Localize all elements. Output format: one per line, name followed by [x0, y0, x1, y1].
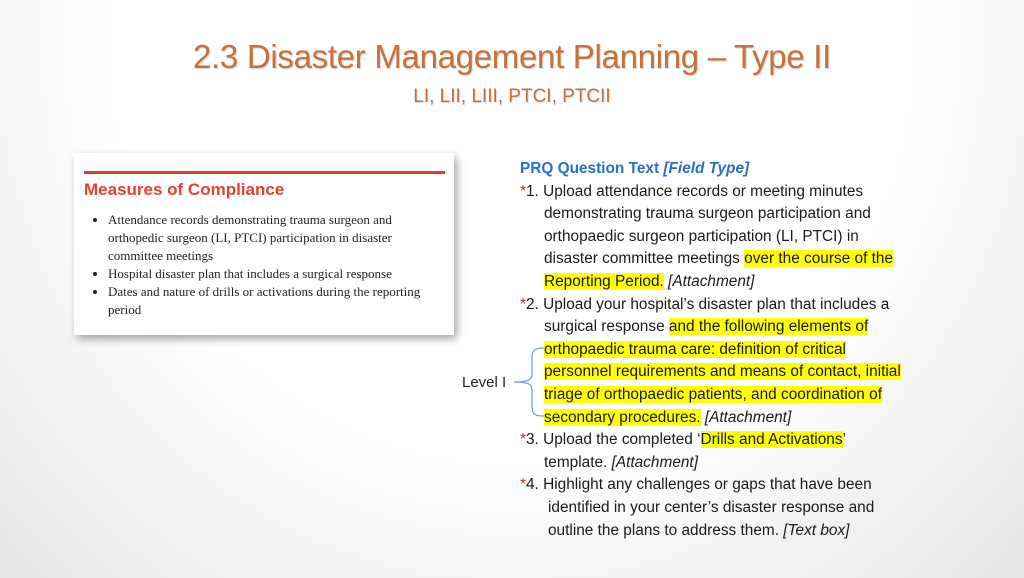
q4-line: 4. Highlight any challenges or gaps that have been	[526, 476, 872, 494]
q4-line	[520, 520, 950, 543]
q2-field-type: [Attachment]	[700, 408, 792, 426]
level-brace-icon	[512, 346, 546, 418]
q2-line	[520, 361, 950, 384]
q3-highlight: Drills and Activations	[700, 431, 843, 449]
q2-highlight: personnel requirements and means of contact, initial	[544, 363, 901, 381]
q2-text: surgical response	[544, 318, 669, 336]
q2-line	[520, 339, 950, 362]
slide-title: 2.3 Disaster Management Planning – Type II	[192, 38, 831, 75]
q3-text: template.	[544, 453, 608, 471]
compliance-item: • Hospital disaster plan that includes a surgical response	[108, 265, 448, 283]
required-star: *	[520, 476, 526, 494]
required-star: *	[520, 431, 526, 449]
prq-header-label: PRQ Question Text	[520, 160, 660, 177]
prq-question-text	[520, 158, 950, 542]
q1-field-type: [Attachment]	[663, 272, 755, 290]
prq-header	[520, 158, 950, 181]
q1-line: orthopaedic surgeon participation (LI, PTCI) in	[544, 227, 859, 245]
q3-text: 3. Upload the completed ‘	[526, 431, 701, 449]
q2-line	[520, 407, 950, 430]
q1-line	[520, 271, 950, 294]
question-4	[520, 474, 950, 497]
q2-highlight: secondary procedures.	[544, 408, 701, 426]
q3-line	[520, 452, 950, 475]
measures-of-compliance-card	[74, 153, 454, 335]
prq-header-field-type: [Field Type]	[663, 160, 750, 177]
q3-text: ’	[842, 431, 846, 449]
q1-highlight: over the course of the	[744, 250, 894, 268]
slide-subtitle: LI, LII, LIII, PTCI, PTCII	[413, 86, 611, 107]
q2-highlight: triage of orthopaedic patients, and coordination of	[544, 385, 882, 403]
q1-text: disaster committee meetings	[544, 250, 745, 268]
compliance-item: • Dates and nature of drills or activations during the reporting period	[108, 283, 448, 319]
level-label: Level I	[462, 374, 507, 391]
q2-line: 2. Upload your hospital’s disaster plan that includes a	[526, 295, 890, 313]
question-3	[520, 429, 950, 452]
q4-field-type: [Text box]	[779, 521, 850, 539]
question-2	[520, 294, 950, 317]
q2-line	[520, 384, 950, 407]
q3-field-type: [Attachment]	[607, 453, 698, 471]
q4-text: outline the plans to address them.	[548, 521, 780, 539]
q2-highlight: orthopaedic trauma care: definition of critical	[544, 340, 846, 358]
required-star: *	[520, 182, 526, 200]
required-star: *	[520, 295, 526, 313]
q4-line: identified in your center’s disaster response and	[548, 498, 875, 516]
compliance-heading: Measures of Compliance	[84, 180, 285, 199]
q1-line: 1. Upload attendance records or meeting minutes	[526, 182, 864, 200]
red-divider	[84, 171, 445, 174]
q2-highlight: and the following elements of	[668, 318, 869, 336]
q1-line	[520, 248, 950, 271]
compliance-list	[82, 211, 448, 319]
compliance-item: • Attendance records demonstrating trauma surgeon and orthopedic surgeon (LI, PTCI) participation in disaster committee meetings	[108, 211, 448, 265]
question-1	[520, 181, 950, 204]
q2-line	[520, 316, 950, 339]
q1-line: demonstrating trauma surgeon participation and	[544, 205, 871, 223]
q1-highlight: Reporting Period.	[544, 272, 664, 290]
